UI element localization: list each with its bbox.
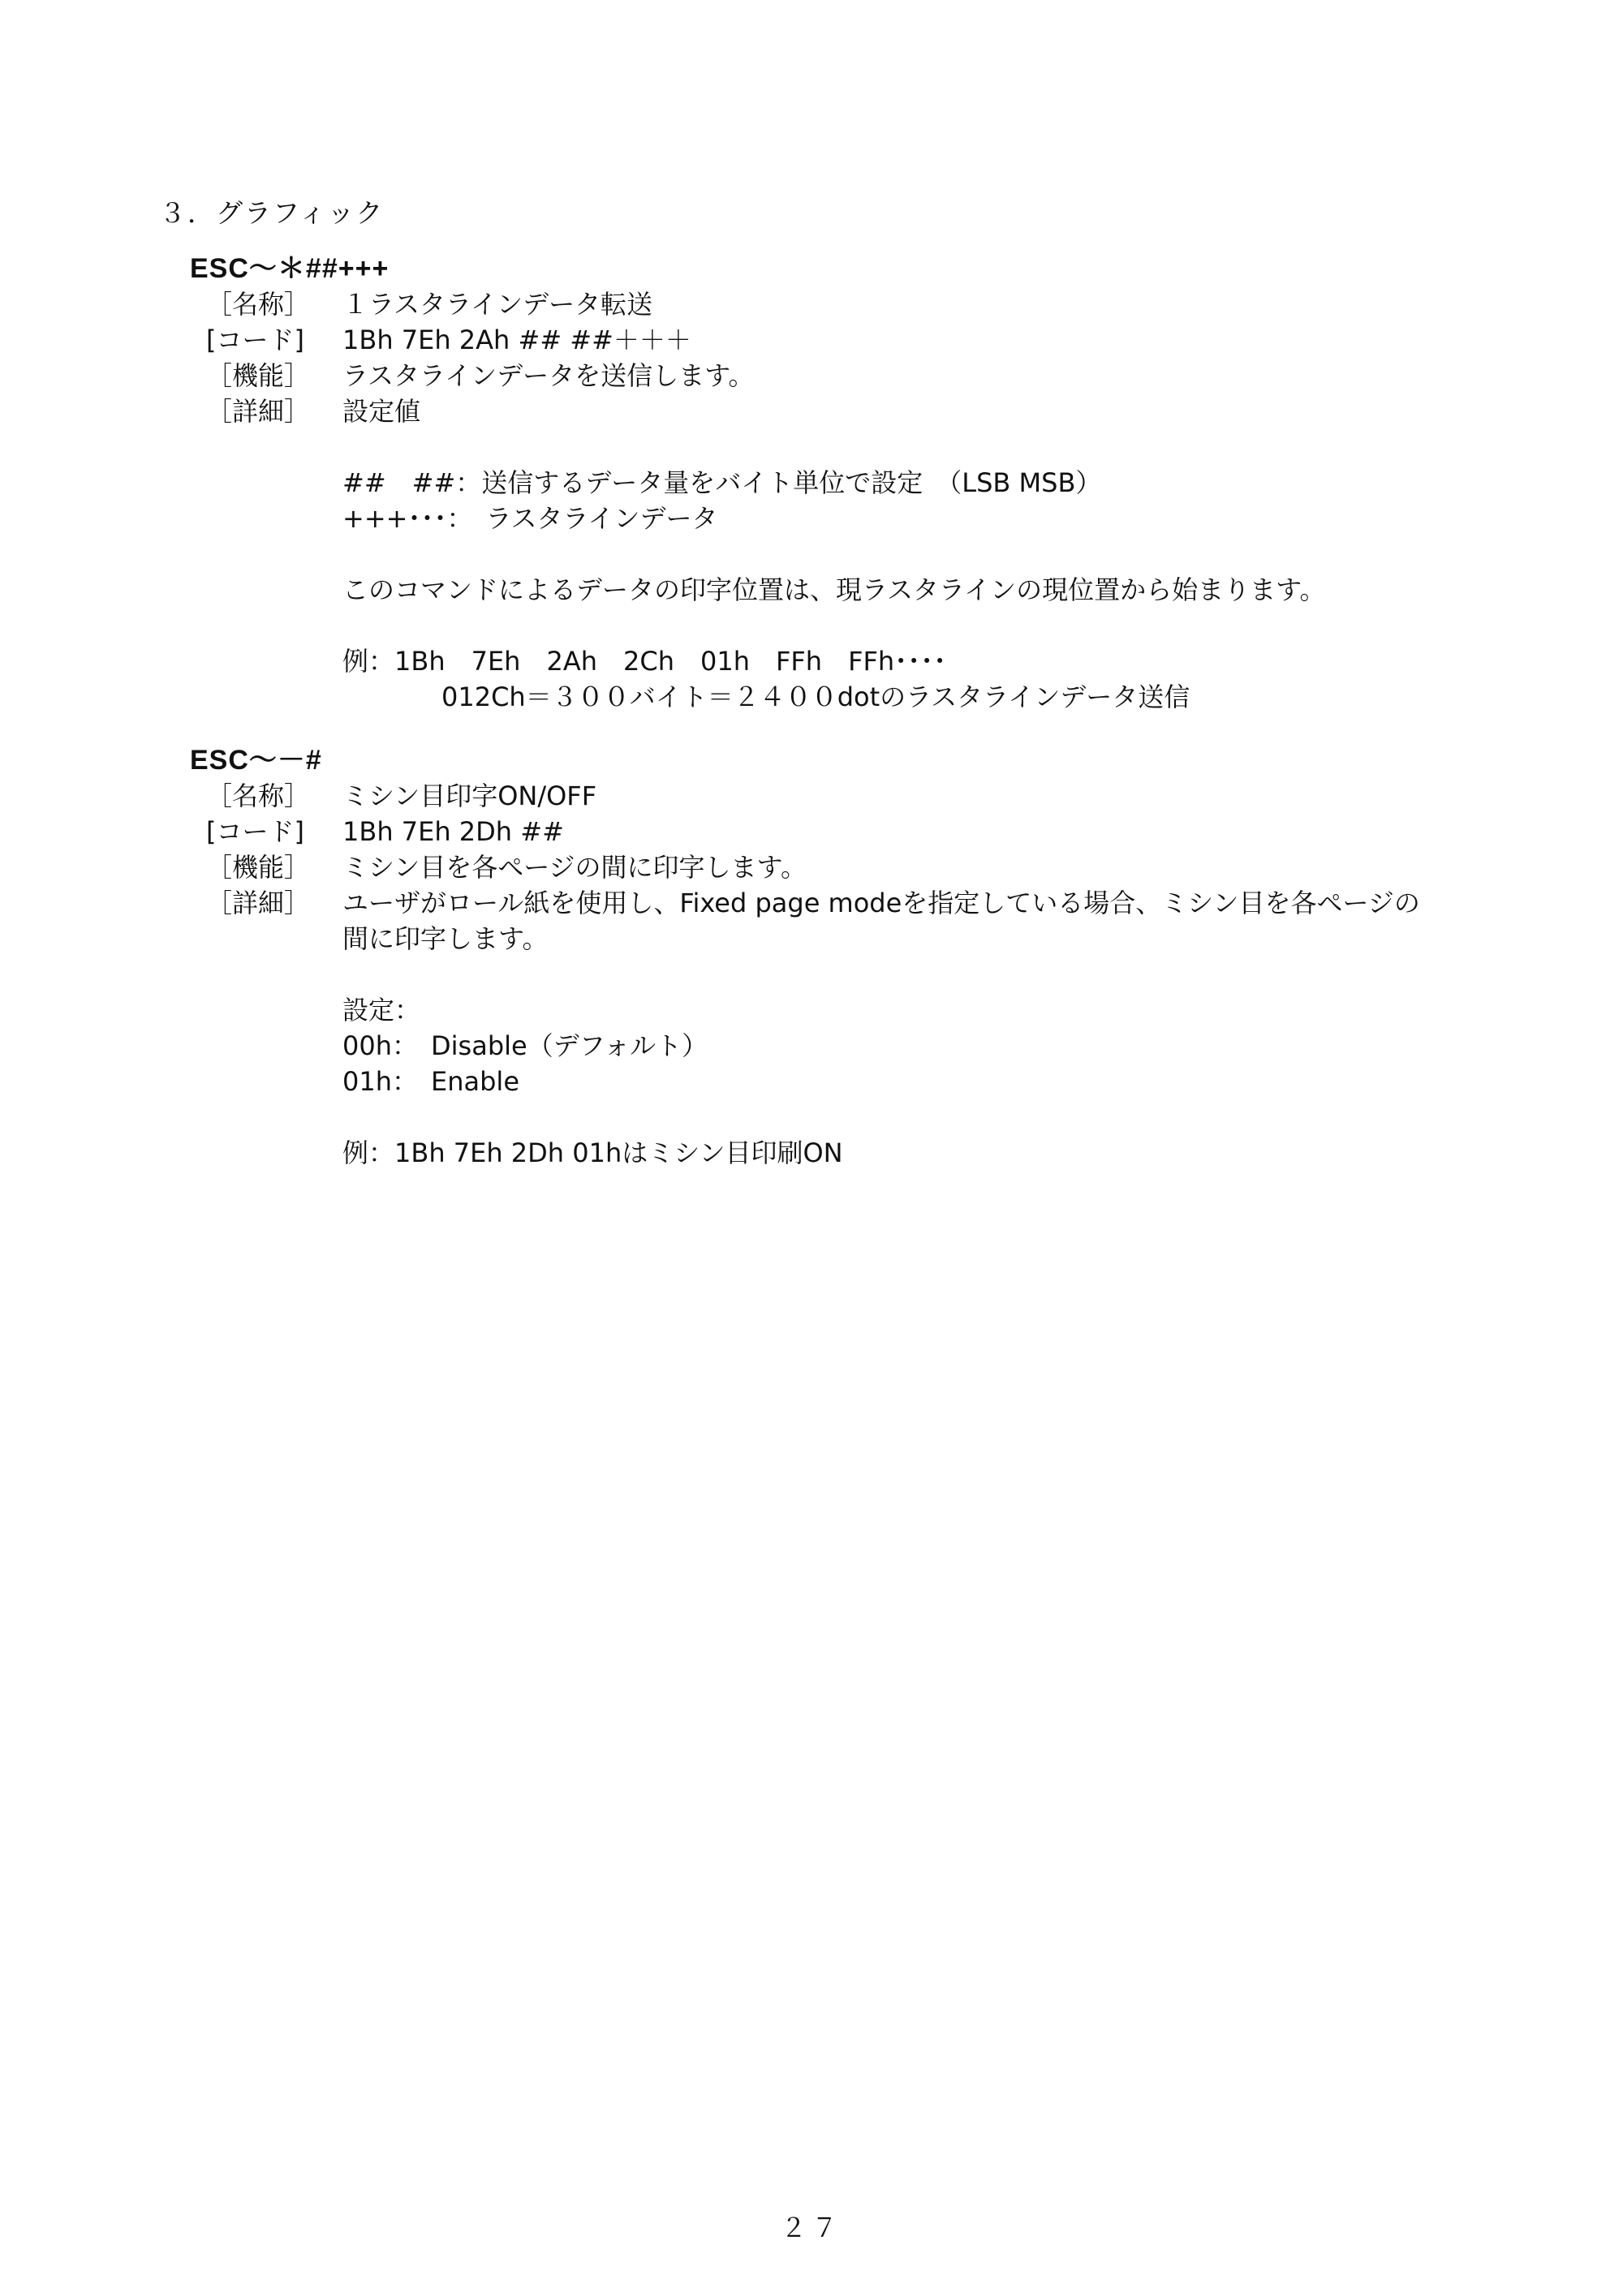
command-code-row <box>190 814 1521 849</box>
param-length: ## ##：送信するデータ量をバイト単位で設定 （LSB MSB） <box>342 467 1102 498</box>
code-label: [コード] <box>206 325 304 355</box>
section-title: ３．グラフィック <box>159 197 385 229</box>
function-label: ［機能］ <box>206 360 311 391</box>
command-block-perforation <box>190 742 1521 1171</box>
command-function-row <box>190 849 1521 885</box>
code-label: [コード] <box>206 816 304 847</box>
code-value: 1Bh 7Eh 2Dh ## <box>342 816 564 847</box>
command-name-row <box>190 778 1521 814</box>
example-explanation: 012Ch＝３００バイト＝２４００dotのラスタラインデータ送信 <box>441 681 1190 712</box>
param-raster-data: +++･･･： ラスタラインデータ <box>342 503 718 534</box>
command-header: ESC～－# <box>190 745 322 776</box>
setting-label: 設定： <box>342 995 421 1025</box>
example-command: 例：1Bh 7Eh 2Dh 01hはミシン目印刷ON <box>342 1137 843 1168</box>
command-detail-row <box>190 393 1521 429</box>
name-label: ［名称］ <box>206 780 311 811</box>
example-bytes: 例：1Bh 7Eh 2Ah 2Ch 01h FFh FFh････ <box>342 646 947 677</box>
detail-label: ［詳細］ <box>206 888 311 918</box>
function-label: ［機能］ <box>206 852 311 883</box>
name-value: １ラスタラインデータ転送 <box>342 289 653 320</box>
name-value: ミシン目印字ON/OFF <box>342 780 597 811</box>
detail-value: 設定値 <box>342 396 421 427</box>
command-block-raster-transfer <box>190 251 1521 715</box>
detail-body <box>190 921 1521 1171</box>
detail-value: ユーザがロール紙を使用し、Fixed page modeを指定している場合、ミシン目を各ページの <box>342 888 1420 918</box>
name-label: ［名称］ <box>206 289 311 320</box>
function-value: ラスタラインデータを送信します。 <box>342 360 755 391</box>
setting-enable: 01h： Enable <box>342 1066 520 1097</box>
detail-continuation: 間に印字します。 <box>342 923 549 954</box>
code-value: 1Bh 7Eh 2Ah ## ##＋＋＋ <box>342 325 691 355</box>
command-code-row <box>190 322 1521 358</box>
function-value: ミシン目を各ページの間に印字します。 <box>342 852 807 883</box>
command-function-row <box>190 358 1521 393</box>
detail-label: ［詳細］ <box>206 396 311 427</box>
command-name-row <box>190 286 1521 322</box>
page-number: ２７ <box>780 2212 842 2243</box>
setting-disable: 00h： Disable（デフォルト） <box>342 1030 708 1061</box>
command-detail-row <box>190 885 1521 921</box>
print-position-note: このコマンドによるデータの印字位置は、現ラスタラインの現位置から始まります。 <box>342 574 1326 605</box>
command-header: ESC～＊##+++ <box>190 253 390 284</box>
detail-body <box>190 429 1521 715</box>
